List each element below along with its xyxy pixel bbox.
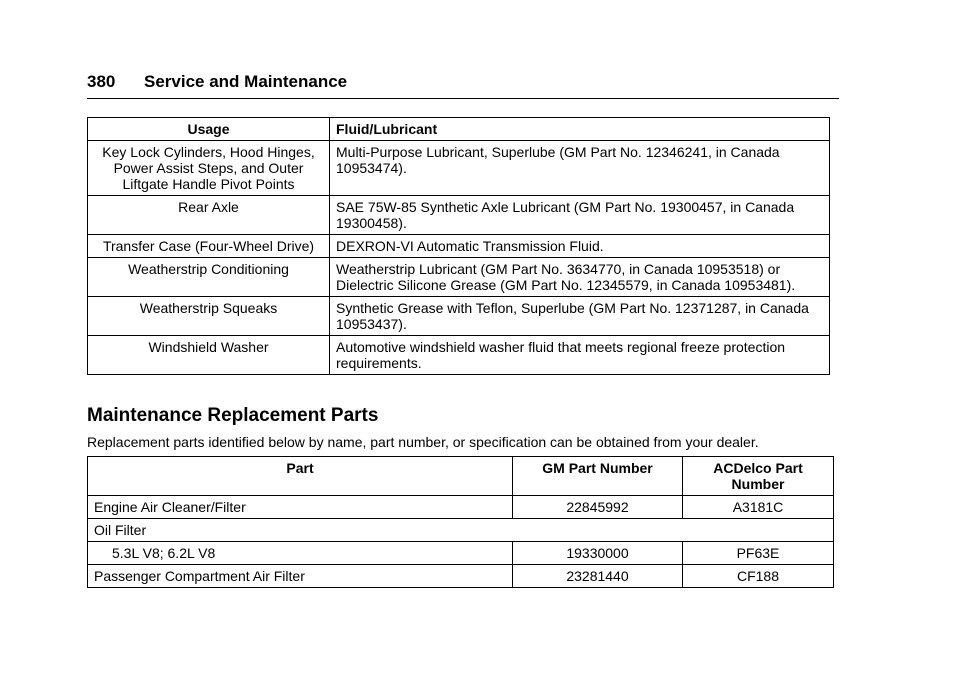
- section-intro: Replacement parts identified below by name, part number, or specification can be obtained from your dealer.: [87, 434, 759, 450]
- page-number: 380: [87, 72, 116, 91]
- table-row: [88, 565, 834, 588]
- fluid-lubricant-table: [87, 117, 830, 375]
- part-cell: Passenger Compartment Air Filter: [88, 565, 513, 588]
- table-row: [88, 141, 830, 196]
- fluid-cell: Synthetic Grease with Teflon, Superlube (GM Part No. 12371287, in Canada 10953437).: [330, 297, 830, 336]
- page-header: [87, 72, 839, 99]
- fluid-cell: Multi-Purpose Lubricant, Superlube (GM Part No. 12346241, in Canada 10953474).: [330, 141, 830, 196]
- table-row: [88, 258, 830, 297]
- gm-part-number-cell: 23281440: [513, 565, 683, 588]
- acdelco-part-number-cell: PF63E: [683, 542, 834, 565]
- usage-cell: Key Lock Cylinders, Hood Hinges, Power Assist Steps, and Outer Liftgate Handle Pivot Points: [88, 141, 330, 196]
- table-group-row: [88, 519, 834, 542]
- column-header-gm-part-number: GM Part Number: [513, 457, 683, 496]
- acdelco-part-number-cell: CF188: [683, 565, 834, 588]
- table-row: [88, 235, 830, 258]
- column-header-part: Part: [88, 457, 513, 496]
- usage-cell: Windshield Washer: [88, 336, 330, 375]
- table-row: [88, 496, 834, 519]
- part-cell: Engine Air Cleaner/Filter: [88, 496, 513, 519]
- table-row: [88, 297, 830, 336]
- column-header-fluid: Fluid/Lubricant: [330, 118, 830, 141]
- page-title: Service and Maintenance: [144, 72, 348, 91]
- fluid-cell: Automotive windshield washer fluid that meets regional freeze protection requirements.: [330, 336, 830, 375]
- column-header-acdelco-part-number: ACDelco Part Number: [683, 457, 834, 496]
- replacement-parts-table: [87, 456, 834, 588]
- table-header-row: [88, 457, 834, 496]
- column-header-usage: Usage: [88, 118, 330, 141]
- table-row: [88, 336, 830, 375]
- usage-cell: Weatherstrip Conditioning: [88, 258, 330, 297]
- fluid-cell: DEXRON-VI Automatic Transmission Fluid.: [330, 235, 830, 258]
- gm-part-number-cell: 19330000: [513, 542, 683, 565]
- gm-part-number-cell: 22845992: [513, 496, 683, 519]
- table-row: [88, 196, 830, 235]
- section-title: Maintenance Replacement Parts: [87, 405, 379, 426]
- part-group-cell: Oil Filter: [88, 519, 834, 542]
- table-header-row: [88, 118, 830, 141]
- table-row: [88, 542, 834, 565]
- usage-cell: Rear Axle: [88, 196, 330, 235]
- usage-cell: Transfer Case (Four-Wheel Drive): [88, 235, 330, 258]
- fluid-cell: Weatherstrip Lubricant (GM Part No. 3634770, in Canada 10953518) or Dielectric Silicone Grease (GM Part No. 12345579, in Canada 10953481).: [330, 258, 830, 297]
- fluid-cell: SAE 75W-85 Synthetic Axle Lubricant (GM Part No. 19300457, in Canada 19300458).: [330, 196, 830, 235]
- usage-cell: Weatherstrip Squeaks: [88, 297, 330, 336]
- part-cell: 5.3L V8; 6.2L V8: [88, 542, 513, 565]
- acdelco-part-number-cell: A3181C: [683, 496, 834, 519]
